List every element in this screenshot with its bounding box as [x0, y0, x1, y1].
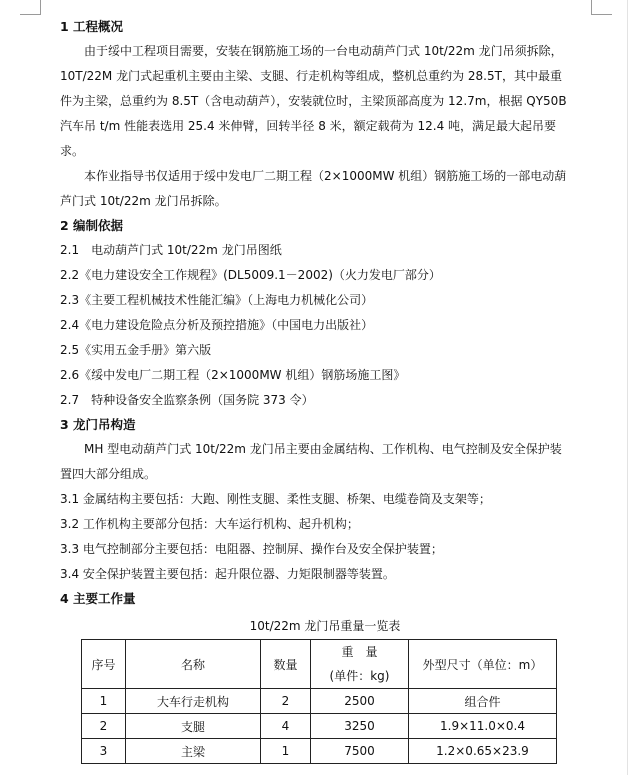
header-cell-qty: 数量	[261, 640, 311, 689]
text-line: 求。	[60, 144, 85, 158]
list-item: 3.4 安全保护装置主要包括：起升限位器、力矩限制器等装置。	[60, 567, 395, 581]
cell-size: 组合件	[409, 689, 557, 714]
cell-qty: 4	[261, 714, 311, 739]
text-line: 由于绥中工程项目需要，安装在钢筋施工场的一台电动葫芦门式 10t/22m 龙门吊须拆除，	[84, 44, 563, 58]
list-item: 2.7 特种设备安全监察条例（国务院 373 令）	[60, 393, 314, 407]
margin-corner-mark	[591, 0, 592, 14]
text-line: 件为主梁，总重约为 8.5T（含电动葫芦），安装就位时，主梁顶部高度为 12.7m，根据 QY50B	[60, 94, 567, 108]
section-heading-4: 4 主要工作量	[60, 591, 136, 606]
list-item: 2.2《电力建设安全工作规程》(DL5009.1－2002)（火力发电厂部分）	[60, 268, 441, 282]
list-item: 2.6《绥中发电厂二期工程（2×1000MW 机组）钢筋场施工图》	[60, 368, 406, 382]
scope-paragraph	[60, 164, 590, 214]
page-edge-rule	[627, 0, 628, 775]
cell-name: 主梁	[126, 739, 261, 764]
table-row	[82, 689, 557, 714]
table-header-row	[82, 640, 557, 689]
header-weight-line2: (单件：kg)	[329, 669, 390, 683]
list-item: 2.5《实用五金手册》第六版	[60, 343, 212, 357]
list-item: 3.3 电气控制部分主要包括：电阻器、控制屏、操作台及安全保护装置；	[60, 542, 443, 556]
header-weight-line1: 重 量	[341, 645, 378, 659]
weight-table	[81, 639, 557, 764]
text-line: MH 型电动葫芦门式 10t/22m 龙门吊主要由金属结构、工作机构、电气控制及安全保护装	[84, 442, 562, 456]
text-line: 汽车吊 t/m 性能表选用 25.4 米伸臂，回转半径 8 米，额定载荷为 12.4 吨，满足最大起吊要	[60, 119, 557, 133]
structure-list	[60, 487, 590, 587]
text-line: 置四大部分组成。	[60, 467, 157, 481]
text-line: 10T/22M 龙门式起重机主要由主梁、支腿、行走机构等组成，整机总重约为 28.5T，其中最重	[60, 69, 562, 83]
margin-corner-mark	[20, 14, 41, 15]
margin-corner-mark	[40, 0, 41, 14]
table-row	[82, 739, 557, 764]
header-cell-name: 名称	[126, 640, 261, 689]
structure-intro	[60, 437, 590, 487]
section-heading-3: 3 龙门吊构造	[60, 417, 136, 432]
cell-size: 1.9×11.0×0.4	[409, 714, 557, 739]
overview-paragraph	[60, 39, 590, 164]
list-item: 2.4《电力建设危险点分析及预控措施》（中国电力出版社）	[60, 318, 374, 332]
list-item: 3.1 金属结构主要包括：大跑、刚性支腿、柔性支腿、桥架、电缆卷筒及支架等；	[60, 492, 491, 506]
header-cell-no: 序号	[82, 640, 126, 689]
cell-weight: 3250	[311, 714, 409, 739]
cell-qty: 1	[261, 739, 311, 764]
cell-qty: 2	[261, 689, 311, 714]
list-item: 3.2 工作机构主要部分包括：大车运行机构、起升机构；	[60, 517, 359, 531]
header-cell-size: 外型尺寸（单位：m）	[409, 640, 557, 689]
cell-no: 2	[82, 714, 126, 739]
text-line: 芦门式 10t/22m 龙门吊拆除。	[60, 194, 227, 208]
header-cell-weight	[311, 640, 409, 689]
cell-no: 1	[82, 689, 126, 714]
cell-size: 1.2×0.65×23.9	[409, 739, 557, 764]
basis-list	[60, 238, 590, 413]
list-item: 2.3《主要工程机械技术性能汇编》（上海电力机械化公司）	[60, 293, 374, 307]
cell-no: 3	[82, 739, 126, 764]
section-heading-1: 1 工程概况	[60, 19, 124, 34]
table-caption: 10t/22m 龙门吊重量一览表	[249, 619, 401, 633]
document-body	[60, 15, 590, 611]
table-row	[82, 714, 557, 739]
list-item: 2.1 电动葫芦门式 10t/22m 龙门吊图纸	[60, 243, 282, 257]
section-heading-2: 2 编制依据	[60, 218, 124, 233]
text-line: 本作业指导书仅适用于绥中发电厂二期工程（2×1000MW 机组）钢筋施工场的一部电动葫	[84, 169, 567, 183]
cell-name: 支腿	[126, 714, 261, 739]
margin-corner-mark	[591, 14, 612, 15]
cell-weight: 2500	[311, 689, 409, 714]
cell-name: 大车行走机构	[126, 689, 261, 714]
cell-weight: 7500	[311, 739, 409, 764]
